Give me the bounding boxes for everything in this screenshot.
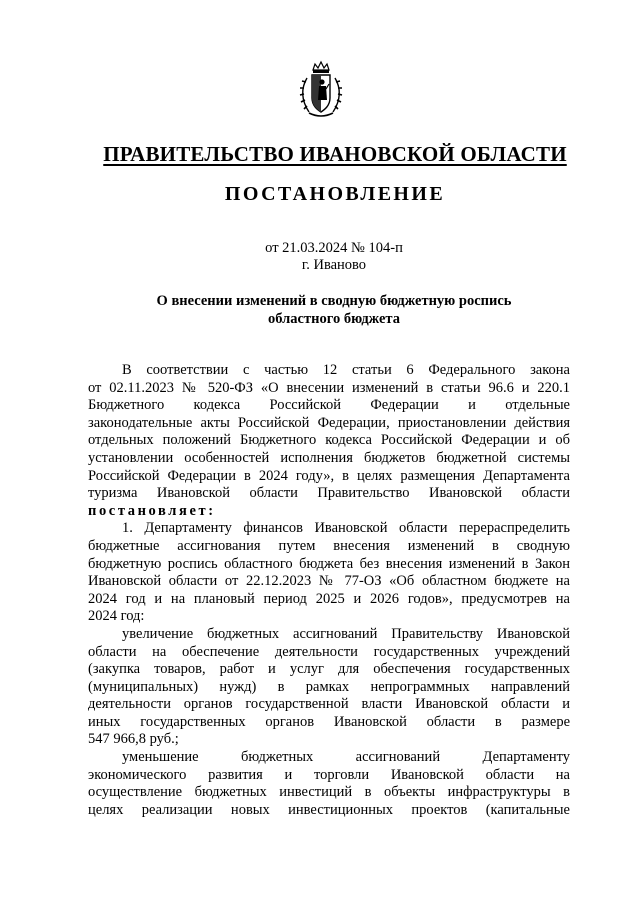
decrease-line: экономического развития и торговли Ивановской области на [88, 766, 570, 783]
date-number: от 21.03.2024 № 104-п [265, 240, 403, 256]
decree-colon: : [208, 502, 216, 519]
subject-line-1: О внесении изменений в сводную бюджетную роспись [156, 293, 512, 309]
decrease-line: уменьшение бюджетных ассигнований Департаменту [122, 749, 570, 766]
document-body [88, 362, 570, 819]
coat-of-arms-icon [297, 60, 345, 120]
increase-line: иных государственных органов Ивановской области в размере [88, 713, 570, 730]
item1-line: Ивановской области от 22.12.2023 № 77-ОЗ «Об областном бюджете на [88, 573, 570, 590]
decrease-line: осуществление бюджетных инвестиций в объекты инфраструктуры в [88, 784, 570, 801]
increase-line: области на обеспечение деятельности государственных учреждений [88, 643, 570, 660]
item1-line: бюджетные ассигнования путем внесения изменений в сводную [88, 537, 570, 554]
preamble-line: от 02.11.2023 № 520-ФЗ «О внесении изменений в статьи 96.6 и 220.1 [88, 379, 570, 396]
increase-line: (закупка товаров, работ и услуг для обеспечения государственных [88, 661, 570, 678]
subject-line-2: областного бюджета [268, 311, 400, 327]
organization-title: ПРАВИТЕЛЬСТВО ИВАНОВСКОЙ ОБЛАСТИ [103, 142, 567, 166]
decree-word-line [88, 503, 570, 521]
decrease-line: целях реализации новых инвестиционных проектов (капитальные [88, 801, 570, 818]
increase-line: деятельности органов государственной власти Ивановской области и [88, 696, 570, 713]
increase-line: (муниципальных) нужд) в рамках непрограммных направлений [88, 678, 570, 695]
item1-line: бюджетную роспись областного бюджета без внесения изменений в Закон [88, 555, 570, 572]
preamble-line: Российской Федерации в 2024 году», в целях размещения Департамента [88, 467, 570, 484]
preamble-line: установлении особенностей исполнения бюджетов бюджетной системы [88, 449, 570, 466]
city: г. Иваново [301, 257, 367, 273]
document-type-title: ПОСТАНОВЛЕНИЕ [224, 183, 446, 205]
preamble-line: В соответствии с частью 12 статьи 6 Федерального закона [122, 362, 570, 378]
preamble-line: законодательные акты Российской Федерации, приостановлении действия [88, 414, 570, 431]
preamble-line: туризма Ивановской области Правительство Ивановской области [88, 485, 570, 502]
decree-word: постановляет [88, 502, 209, 519]
item1-line: 1. Департаменту финансов Ивановской области перераспределить [122, 520, 570, 537]
item1-line: 2024 год: [88, 608, 145, 625]
increase-line: 547 966,8 руб.; [88, 731, 179, 748]
item1-line: 2024 год и на плановый период 2025 и 2026 годов», предусмотрев на [88, 590, 570, 607]
preamble-line: отдельных положений Бюджетного кодекса Российской Федерации и об [88, 432, 570, 449]
increase-line: увеличение бюджетных ассигнований Правительству Ивановской [122, 625, 570, 642]
preamble-line: Бюджетного кодекса Российской Федерации и отдельные [88, 397, 570, 414]
